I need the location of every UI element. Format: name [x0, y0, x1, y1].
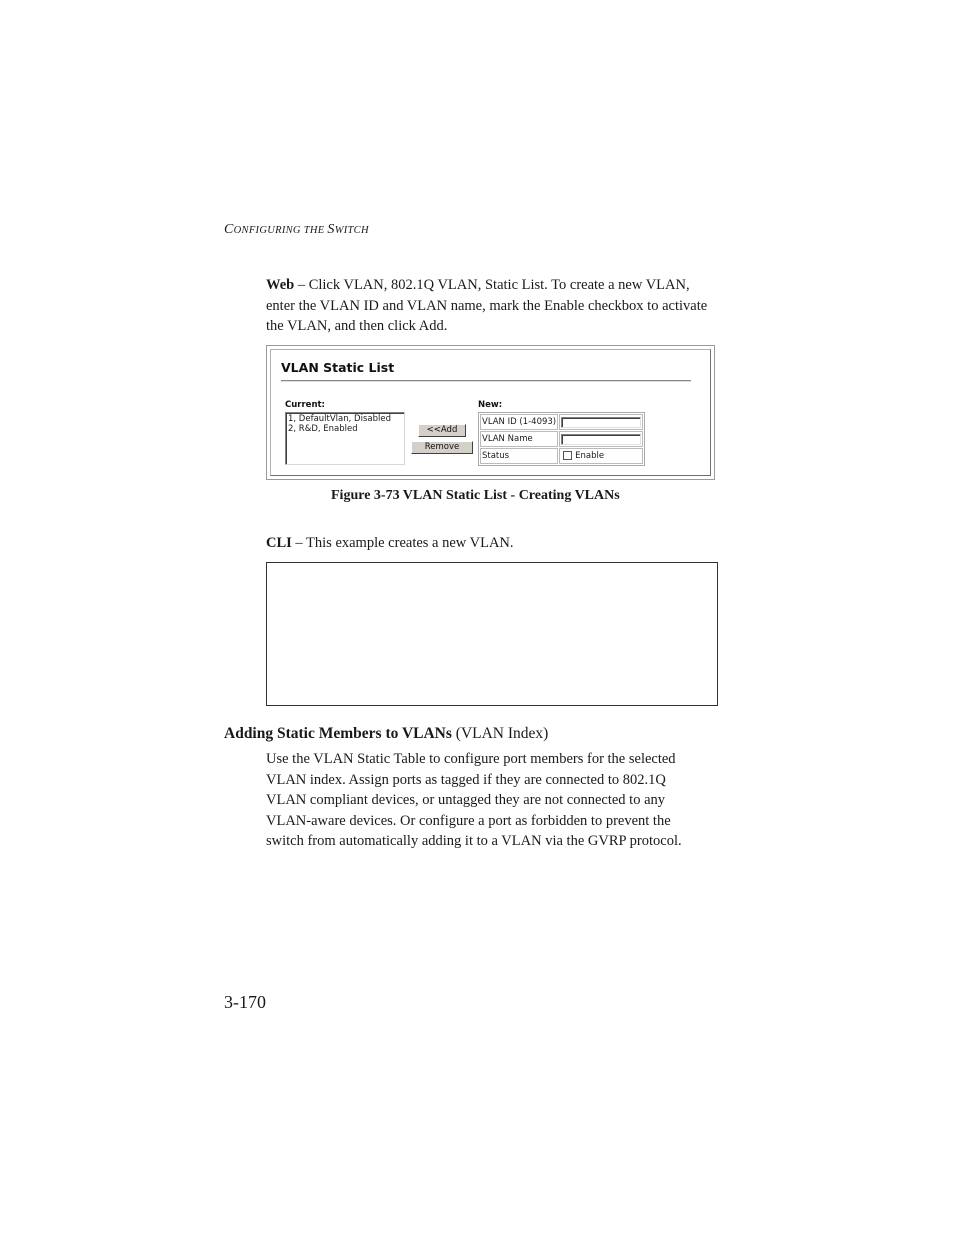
enable-label: Enable [575, 451, 605, 461]
status-cell [559, 448, 643, 464]
header-smallcaps-2: WITCH [334, 225, 369, 236]
cli-text: – This example creates a new VLAN. [291, 535, 514, 551]
vlan-id-cell [559, 414, 643, 430]
web-instructions [266, 275, 711, 337]
new-label: New: [478, 400, 503, 410]
vlan-id-label: VLAN ID (1-4093) [480, 414, 558, 430]
cli-example-box [266, 562, 718, 706]
figure-title: VLAN Static List [281, 360, 395, 375]
current-vlan-list[interactable] [285, 412, 405, 465]
header-smallcaps-1: ONFIGURING THE [233, 225, 328, 236]
remove-button[interactable]: Remove [411, 441, 473, 454]
header-initial-c: C [224, 222, 234, 237]
section-body: Use the VLAN Static Table to configure port members for the selected VLAN index. Assign ports as tagged if they are connected to 802.1Q VLAN compliant devices, or untagged they are not connected to any VLAN-aware devices. Or configure a port as forbidden to prevent the switch from automatically adding it to a VLAN via the GVRP protocol. [266, 751, 682, 849]
web-lead: Web [266, 277, 295, 293]
vlan-name-label: VLAN Name [480, 431, 558, 447]
figure-frame [270, 349, 711, 476]
title-divider [281, 380, 691, 382]
page-number: 3-170 [224, 992, 266, 1012]
new-vlan-form [478, 412, 645, 466]
header-initial-s: S [327, 222, 335, 237]
section-heading-bold: Adding Static Members to VLANs [224, 725, 452, 742]
status-row [480, 448, 643, 464]
running-header [224, 222, 369, 238]
enable-checkbox[interactable] [563, 451, 572, 460]
status-label: Status [480, 448, 558, 464]
section-heading-rest: (VLAN Index) [451, 725, 549, 742]
current-label: Current: [285, 400, 325, 410]
figure-caption: Figure 3-73 VLAN Static List - Creating VLANs [331, 488, 620, 503]
list-item[interactable]: 1, DefaultVlan, Disabled [288, 414, 391, 424]
vlan-name-cell [559, 431, 643, 447]
cli-intro [266, 533, 711, 554]
vlan-name-input[interactable] [561, 434, 641, 445]
vlan-static-list-figure [266, 345, 715, 480]
list-item[interactable]: 2, R&D, Enabled [288, 424, 358, 434]
add-button[interactable]: <<Add [418, 424, 466, 437]
vlan-id-row [480, 414, 643, 430]
vlan-id-input[interactable] [561, 417, 641, 428]
section-heading [224, 725, 548, 743]
cli-lead: CLI [266, 535, 292, 551]
web-text: – Click VLAN, 802.1Q VLAN, Static List. To create a new VLAN, enter the VLAN ID and VLAN name, mark the Enable checkbox to activate the VLAN, and then click Add. [266, 277, 708, 334]
vlan-name-row [480, 431, 643, 447]
